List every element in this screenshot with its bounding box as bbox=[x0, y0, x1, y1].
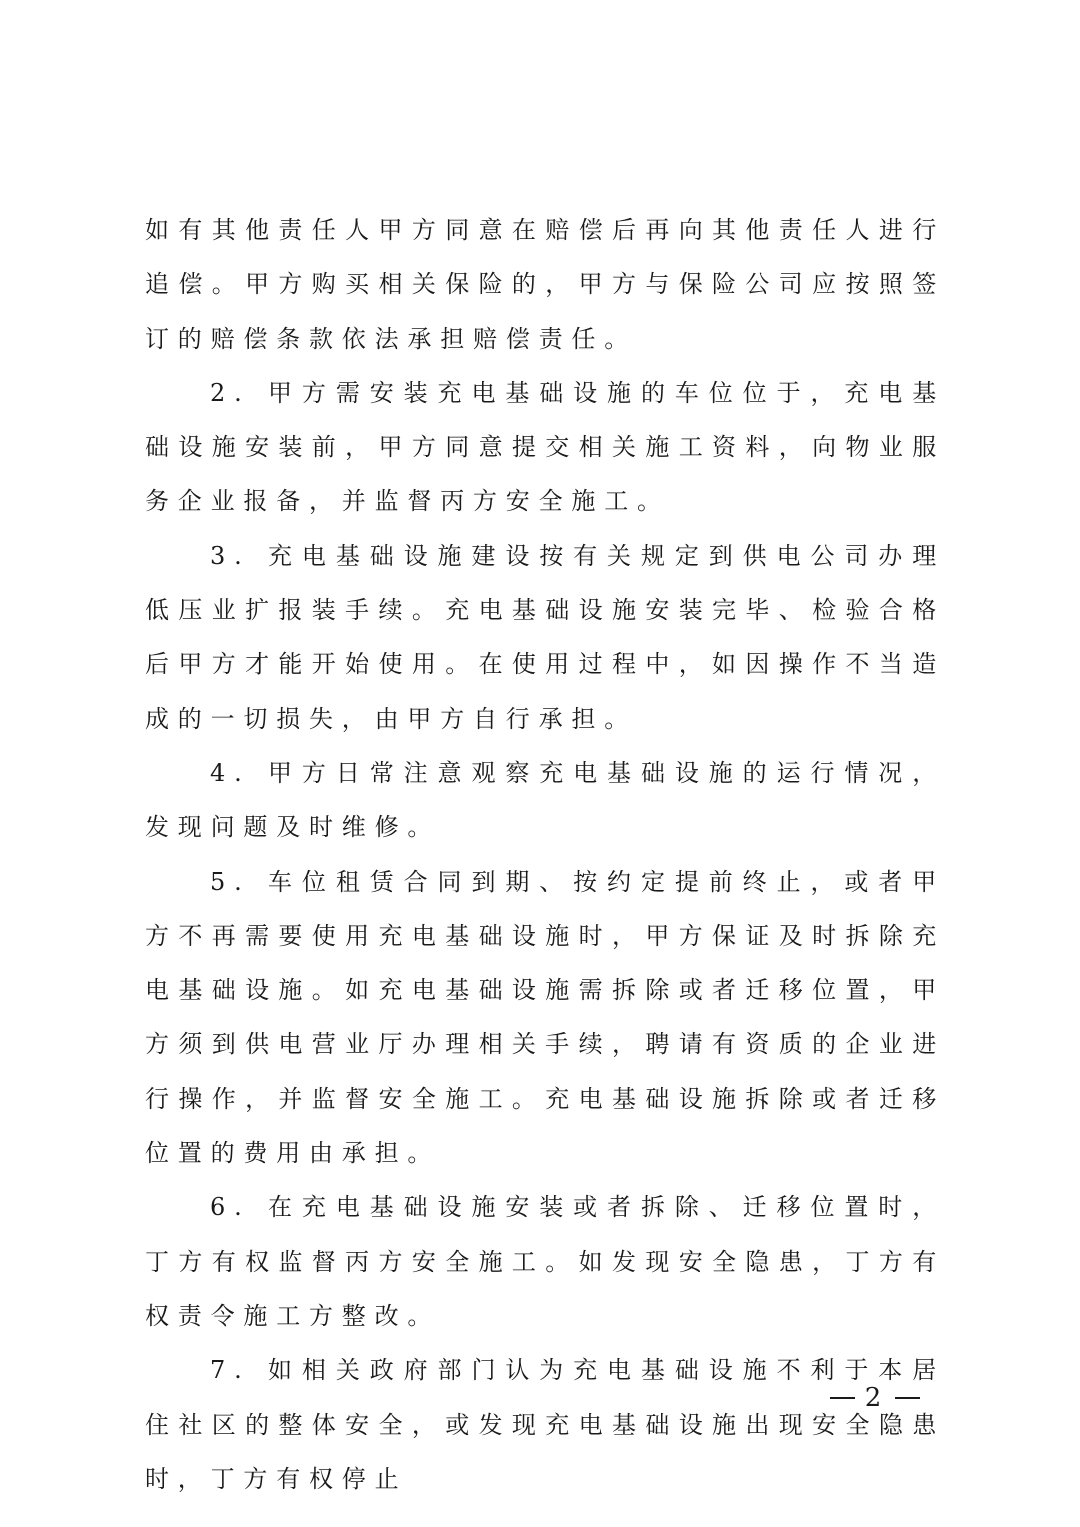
paragraph-item-7: 7. 如相关政府部门认为充电基础设施不利于本居住社区的整体安全，或发现充电基础设施出现安全隐患时，丁方有权停止 bbox=[145, 1356, 945, 1493]
left-dash bbox=[830, 1397, 855, 1399]
paragraph-continuation: 如有其他责任人甲方同意在赔偿后再向其他责任人进行追偿。甲方购买相关保险的，甲方与保险公司应按照签订的赔偿条款依法承担赔偿责任。 bbox=[145, 216, 945, 353]
right-dash bbox=[895, 1397, 920, 1399]
page-number-value: 2 bbox=[864, 1383, 886, 1413]
paragraph-item-5: 5. 车位租赁合同到期、按约定提前终止，或者甲方不再需要使用充电基础设施时，甲方保证及时拆除充电基础设施。如充电基础设施需拆除或者迁移位置，甲方须到供电营业厅办理相关手续，聘请有资质的企业进行操作，并监督安全施工。充电基础设施拆除或者迁移位置的费用由承担。 bbox=[145, 867, 945, 1168]
page-number bbox=[820, 1378, 930, 1418]
paragraph-item-3: 3. 充电基础设施建设按有关规定到供电公司办理低压业扩报装手续。充电基础设施安装完毕、检验合格后甲方才能开始使用。在使用过程中，如因操作不当造成的一切损失，由甲方自行承担。 bbox=[145, 541, 945, 733]
paragraph-item-6: 6. 在充电基础设施安装或者拆除、迁移位置时，丁方有权监督丙方安全施工。如发现安全隐患，丁方有权责令施工方整改。 bbox=[145, 1193, 945, 1330]
paragraph-item-4: 4. 甲方日常注意观察充电基础设施的运行情况，发现问题及时维修。 bbox=[145, 758, 945, 842]
document-body bbox=[145, 203, 945, 1506]
paragraph-item-2: 2. 甲方需安装充电基础设施的车位位于，充电基础设施安装前，甲方同意提交相关施工资料，向物业服务企业报备，并监督丙方安全施工。 bbox=[145, 378, 945, 516]
